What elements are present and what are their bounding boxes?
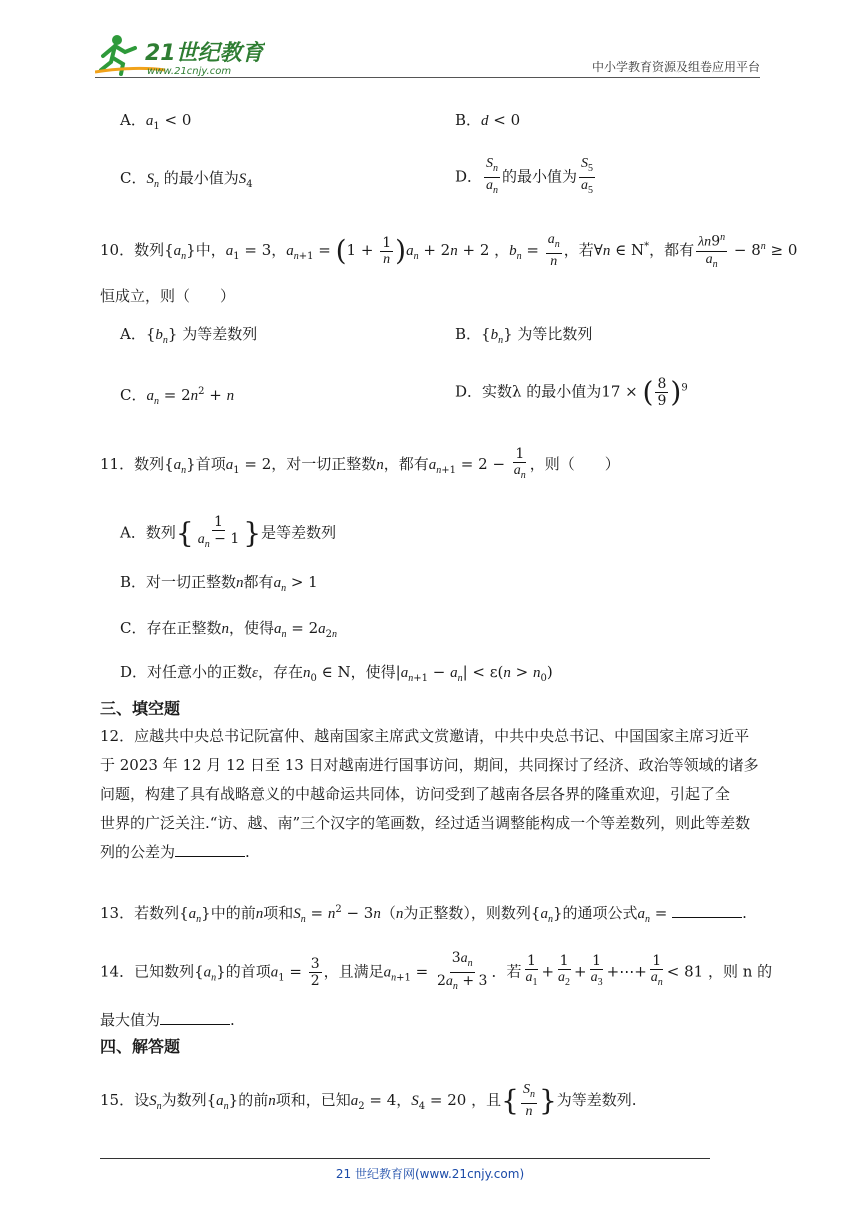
- svg-text:21世纪教育: 21世纪教育: [145, 41, 264, 66]
- q11-option-d: D．对任意小的正数ε，存在$n_0$ ∈ N，使得$|a_{n+1} - a_n| < \varepsilon(n > n_0)$: [120, 663, 553, 684]
- q10-option-d: D．实数λ 的最小值为17 × ( $\frac{8}{9}$ )$^9$: [455, 375, 688, 409]
- q11-stem: 11．数列$\{a_n\}$首项$a_1 = 2$，对一切正整数n，都有$a_{n+1} = 2$ − $\frac{1}{a_n}$ ，则（ ）: [100, 446, 620, 481]
- q12: 12．应越共中央总书记阮富仲、越南国家主席武文赏邀请，中共中央总书记、中国国家主席习近平 于 2023 年 12 月 12 日至 13 日对越南进行国事访问，期间，共同探讨了经济、政治等领域的诸多 问题，构建了具有战略意义的中越命运共同体，访问受到了越南各层各界的隆重欢迎，引起了全 世界的广泛关注.“访、越、南”三个汉字的笔画数，经过适当调整能构成一个等差数列，则此等差数 列的公差为 .: [100, 727, 759, 861]
- q11-option-c: C．存在正整数n，使得$a_n = 2a_{2n}$: [120, 619, 338, 640]
- page-header: [95, 30, 760, 80]
- q15: 15．设$S_n$为数列$\{a_n\}$的前n项和，已知$a_2 = 4$，$S_4 = 20$ ，且{ $\frac{S_n}{n}$ }为等差数列.: [100, 1082, 637, 1119]
- q13-answer-blank[interactable]: [672, 901, 742, 918]
- q12-answer-blank[interactable]: [175, 840, 245, 857]
- section-fill-in-blank: 三、填空题: [100, 699, 181, 718]
- q9-option-d: D． $\frac{S_n}{a_n}$ 的最小值为 $\frac{S_5}{a_5}$: [455, 156, 594, 196]
- footer-divider: [100, 1158, 710, 1159]
- footer-source[interactable]: 21 世纪教育网(www.21cnjy.com): [335, 1167, 525, 1181]
- q10-option-a: A．$\{b_n\}$ 为等差数列: [120, 325, 258, 346]
- platform-name: 中小学教育资源及组卷应用平台: [591, 60, 760, 74]
- section-answer-questions: 四、解答题: [100, 1037, 181, 1056]
- q11-option-b: B．对一切正整数n都有$a_n > 1$: [120, 573, 318, 594]
- q14: 14．已知数列$\{a_n\}$的首项$a_1$ = $\frac{3}{2}$ ，且满足$a_{n+1}$ = $\frac{3a_n}{2a_n + 3}$ ．若 $\frac{1}{a_1}$ + $\frac{1}{a_2}$ + $\frac{1}{a_3}$ +⋯+ $\frac{1}{a_n}$ < 81 ，则 n 的: [100, 950, 773, 992]
- q14-cont: 最大值为 .: [100, 1008, 235, 1032]
- q10-stem: 10．数列$\{a_n\}$中，$a_1 = 3$，$a_{n+1} = (1$ + $\frac{1}{n}$ )$a_n + 2n + 2$ ，$b_n$ = $\frac{a_n}{n}$ ，若∀n ∈ N*，都有 $\frac{\lambda n9^n}{a_n}$ − $8^n \ge 0$: [100, 232, 798, 270]
- header-divider: [95, 77, 760, 78]
- q9-option-b: B．d < 0: [455, 111, 521, 129]
- q10-option-b: B．$\{b_n\}$ 为等比数列: [455, 325, 593, 346]
- q14-answer-blank[interactable]: [160, 1008, 230, 1025]
- q9-option-c: C．$S_n$ 的最小值为$S_4$: [120, 169, 253, 190]
- logo-21cnjy: [95, 30, 265, 78]
- q10-stem-cont: 恒成立，则（ ）: [100, 287, 236, 305]
- q10-option-c: C．$a_n = 2n^2 + n$: [120, 386, 235, 407]
- svg-text:www.21cnjy.com: www.21cnjy.com: [147, 66, 232, 77]
- q13: 13．若数列$\{a_n\}$中的前n项和$S_n = n^2 - 3n(n$为正整数），则数列$\{a_n\}$的通项公式$a_n$ = .: [100, 898, 747, 932]
- q9-option-a: A．$a_1 < 0$: [120, 111, 192, 132]
- q11-option-a: A．数列{ $\frac{1}{a_n - 1}$ }是等差数列: [120, 514, 337, 550]
